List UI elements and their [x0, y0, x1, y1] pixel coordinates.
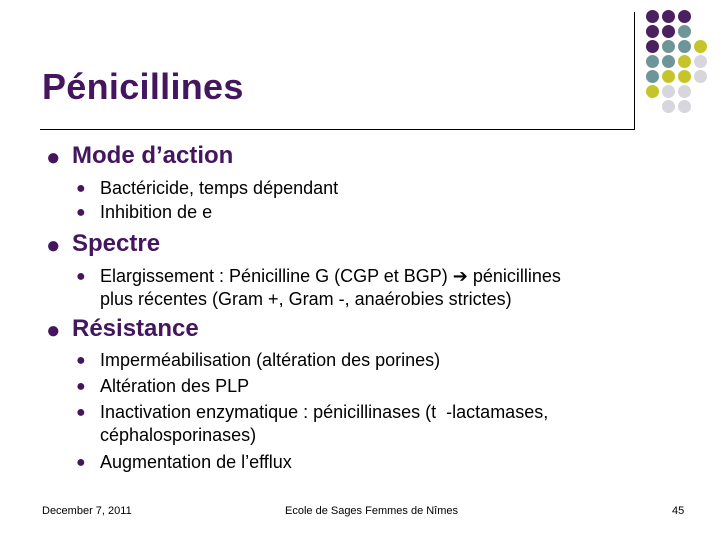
- decorative-dot: [662, 10, 675, 23]
- decorative-dot: [662, 40, 675, 53]
- decorative-dot: [646, 55, 659, 68]
- decorative-dot: [662, 100, 675, 113]
- decorative-dot: [646, 70, 659, 83]
- page-number: 45: [672, 505, 685, 517]
- footer-date: December 7, 2011: [42, 505, 132, 517]
- decorative-dot: [694, 55, 707, 68]
- decorative-dot: [646, 25, 659, 38]
- decorative-dot: [646, 10, 659, 23]
- decorative-dot: [678, 25, 691, 38]
- list-item: [76, 375, 249, 398]
- list-item: [76, 265, 561, 311]
- decorative-dot: [646, 40, 659, 53]
- bullet-dot-icon: ●: [76, 352, 86, 369]
- decorative-dot: [678, 55, 691, 68]
- item-text-line2: céphalosporinases): [100, 425, 257, 445]
- list-item: [76, 177, 338, 200]
- decorative-dot: [662, 55, 675, 68]
- decorative-dot: [646, 85, 659, 98]
- decorative-dot: [678, 70, 691, 83]
- footer-center-text: Ecole de Sages Femmes de Nîmes: [285, 505, 459, 517]
- decorative-dot: [662, 85, 675, 98]
- decorative-dot: [678, 85, 691, 98]
- item-text: Altération des PLP: [100, 376, 250, 396]
- decorative-dot: [662, 70, 675, 83]
- title-underline: [40, 129, 634, 130]
- item-text: Imperméabilisation (altération des porines): [100, 350, 441, 370]
- section-heading: Résistance: [72, 315, 199, 342]
- bullet-dot-icon: ●: [76, 404, 86, 421]
- item-text-line2: plus récentes (Gram +, Gram -, anaérobies strictes): [100, 289, 512, 309]
- decorative-dot: [694, 40, 707, 53]
- bullet-dot-icon: ●: [76, 378, 86, 395]
- item-text-line1: Inactivation enzymatique : pénicillinases (t -lactamases,: [100, 402, 549, 422]
- bullet-dot-icon: ●: [76, 204, 86, 221]
- bullet-dot-icon: ●: [76, 454, 86, 471]
- section-heading: Spectre: [72, 230, 161, 257]
- decorative-dots: [646, 10, 726, 120]
- slide-title: Pénicillines: [42, 66, 244, 107]
- bullet-dot-icon: ●: [76, 268, 86, 285]
- list-item: [76, 401, 548, 447]
- decorative-dot: [678, 10, 691, 23]
- list-item: [76, 201, 212, 224]
- section-heading: Mode d’action: [72, 142, 234, 169]
- list-item: [76, 349, 440, 372]
- item-text: Augmentation de l’efflux: [100, 452, 292, 472]
- decorative-dot: [662, 25, 675, 38]
- item-text-line1: Elargissement : Pénicilline G (CGP et BGP) ➔ pénicillines: [100, 266, 561, 286]
- bullet-dot-icon: ●: [46, 317, 61, 344]
- item-text: Inhibition de e: [100, 202, 213, 222]
- vertical-divider: [634, 12, 635, 130]
- bullet-dot-icon: ●: [46, 144, 61, 171]
- bullet-dot-icon: ●: [76, 180, 86, 197]
- bullet-dot-icon: ●: [46, 232, 61, 259]
- decorative-dot: [678, 100, 691, 113]
- decorative-dot: [694, 70, 707, 83]
- item-text: Bactéricide, temps dépendant: [100, 178, 339, 198]
- list-item: [76, 451, 292, 474]
- decorative-dot: [678, 40, 691, 53]
